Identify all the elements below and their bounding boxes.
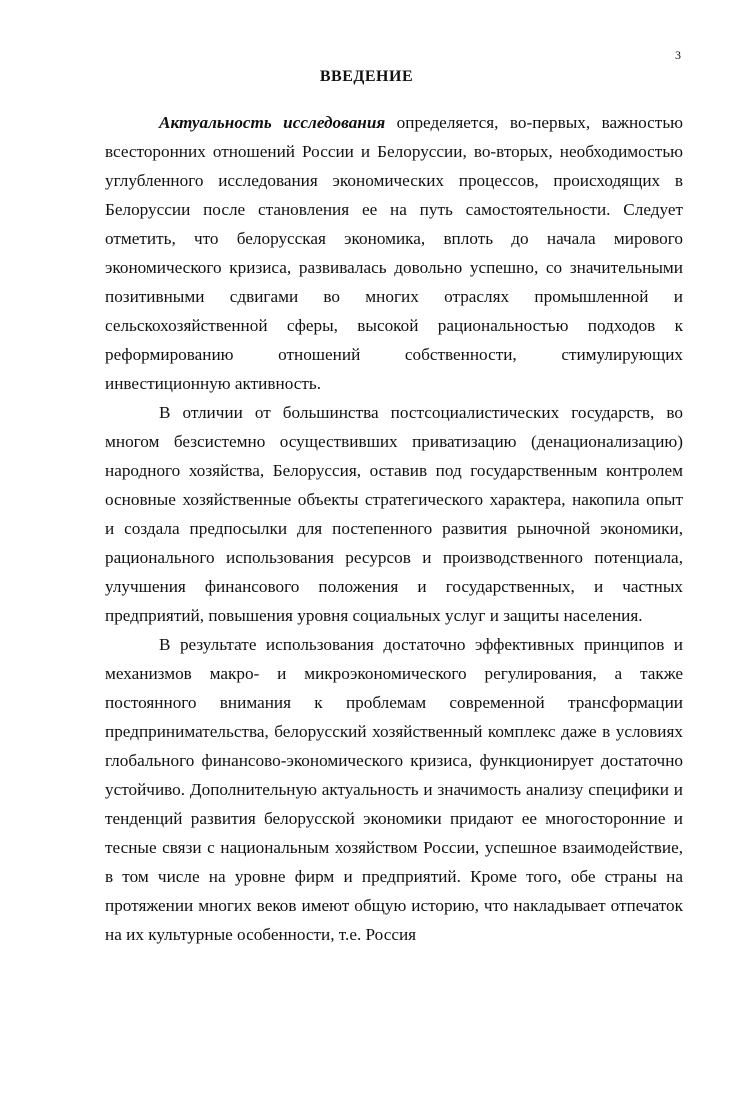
paragraph-3 xyxy=(105,630,683,949)
paragraph-text: определяется, во-первых, важностью всесторонних отношений России и Белоруссии, во-вторых, необходимостью углубленного исследования экономических процессов, происходящих в Белоруссии после становления ее на путь самостоятельности. Следует отметить, что белорусская экономика, вплоть до начала мирового экономического кризиса, развивалась довольно успешно, со значительными позитивными сдвигами во многих отраслях промышленной и сельскохозяйственной сферы, высокой рациональностью подходов к реформированию отношений собственности, стимулирующих инвестиционную активность. xyxy=(105,113,684,393)
paragraph-lead: Актуальность исследования xyxy=(159,113,386,132)
body-text xyxy=(105,108,683,949)
paragraph-1 xyxy=(105,108,683,398)
paragraph-text: В результате использования достаточно эффективных принципов и механизмов макро- и микроэкономического регулирования, а также постоянного внимания к проблемам современной трансформации предпринимательства, белорусский хозяйственный комплекс даже в условиях глобального финансово-экономического кризиса, функционирует достаточно устойчиво. Дополнительную актуальность и значимость анализу специфики и тенденций развития белорусской экономики придают ее многосторонние и тесные связи с национальным хозяйством России, успешное взаимодействие, в том числе на уровне фирм и предприятий. Кроме того, обе страны на протяжении многих веков имеют общую историю, что накладывает отпечаток на их культурные особенности, т.е. Россия xyxy=(105,635,683,944)
paragraph-text: В отличии от большинства постсоциалистических государств, во многом безсистемно осуществивших приватизацию (денационализацию) народного хозяйства, Белоруссия, оставив под государственным контролем основные хозяйственные объекты стратегического характера, накопила опыт и создала предпосылки для постепенного развития рыночной экономики, рационального использования ресурсов и производственного потенциала, улучшения финансового положения и государственных, и частных предприятий, повышения уровня социальных услуг и защиты населения. xyxy=(105,403,683,625)
page-number: 3 xyxy=(675,48,681,62)
paragraph-2 xyxy=(105,398,683,630)
section-title: ВВЕДЕНИЕ xyxy=(319,68,414,85)
